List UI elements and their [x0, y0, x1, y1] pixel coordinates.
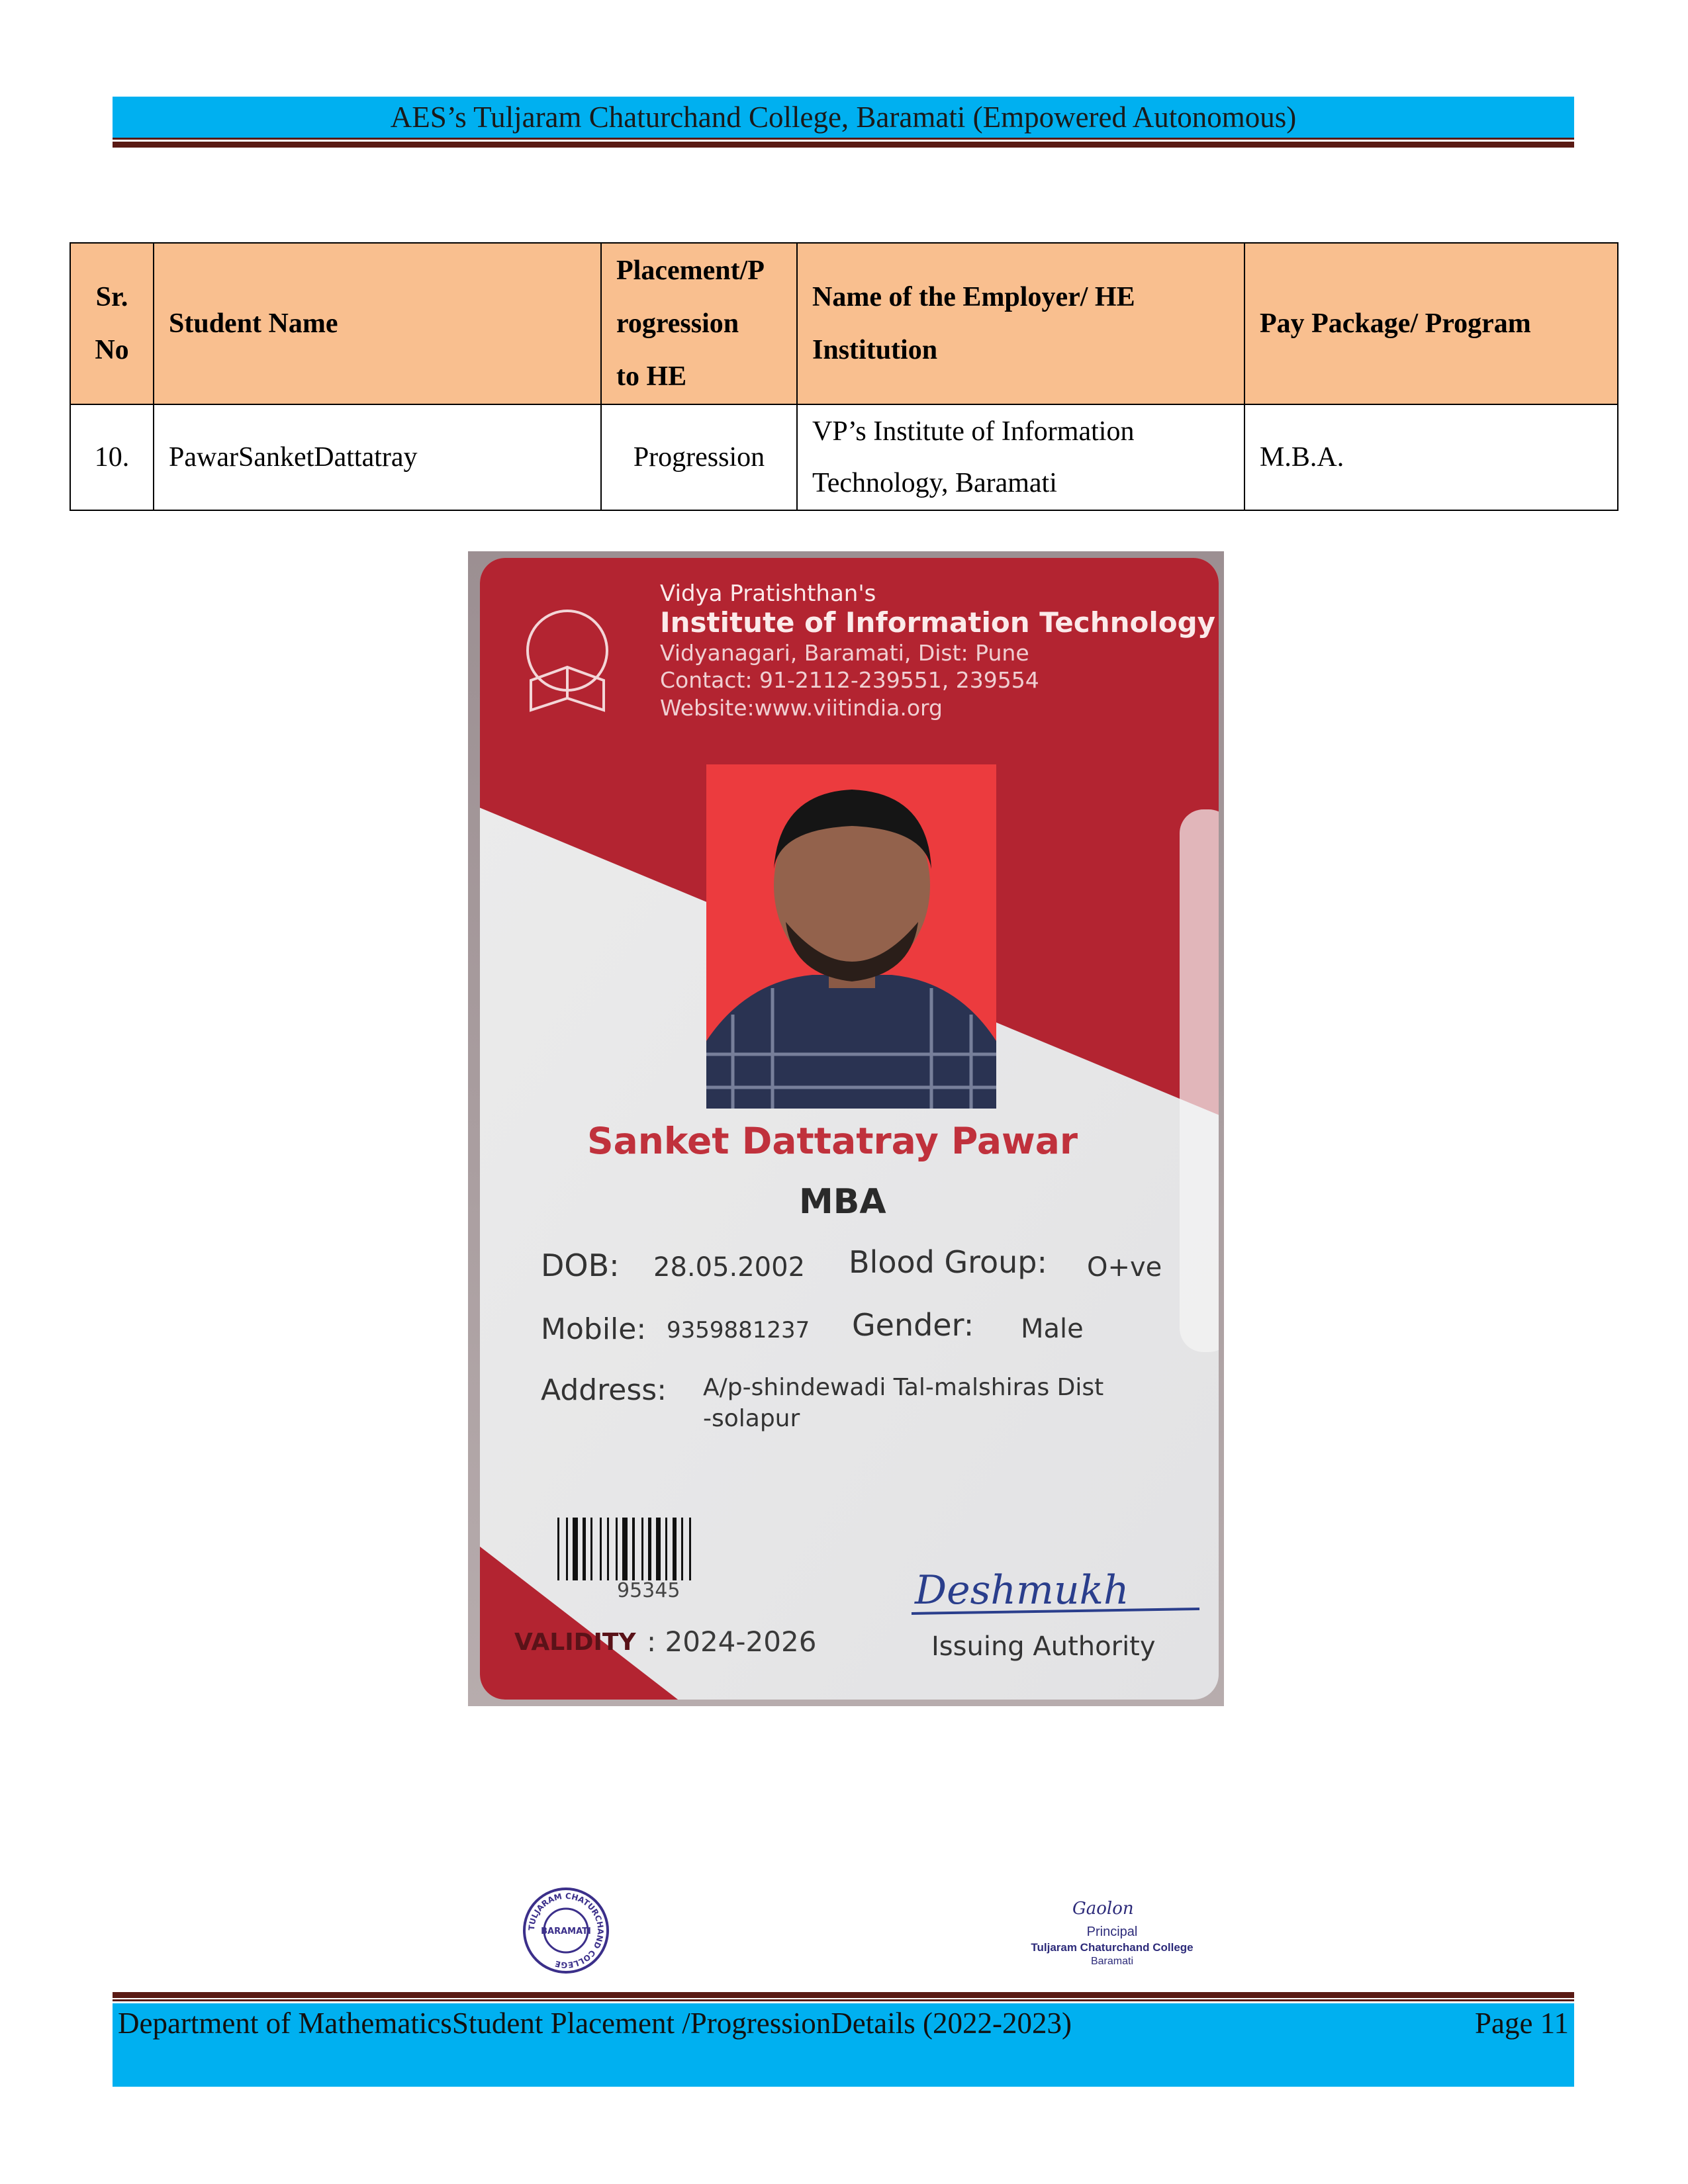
id-validity-label: VALIDITY	[514, 1629, 636, 1656]
principal-signature: Gaolon	[1072, 1899, 1134, 1919]
id-mobile: 9359881237	[667, 1317, 810, 1343]
header-sr-no: Sr. No	[70, 243, 154, 404]
footer-page-number: Page 11	[1474, 2007, 1569, 2040]
id-blood: O+ve	[1087, 1252, 1162, 1283]
header-rule-thick	[113, 142, 1574, 148]
id-program: MBA	[799, 1182, 886, 1222]
id-issuer-signature: Deshmukh	[915, 1567, 1129, 1614]
header-placement: Placement/P rogression to HE	[601, 243, 797, 404]
id-website: Website:www.viitindia.org	[660, 695, 943, 721]
id-contact: Contact: 91-2112-239551, 239554	[660, 667, 1039, 693]
id-mobile-label: Mobile:	[541, 1312, 647, 1346]
id-validity: : 2024-2026	[647, 1625, 817, 1658]
principal-college: Tuljaram Chaturchand College	[1031, 1941, 1194, 1954]
cell-employer: VP’s Institute of Information Technology, Baramati	[797, 404, 1244, 510]
id-dob-label: DOB:	[541, 1248, 620, 1283]
table-header-row	[70, 243, 1618, 404]
student-photo	[706, 764, 996, 1109]
page-header	[113, 97, 1574, 138]
page-footer	[113, 2003, 1574, 2087]
id-address-2: -solapur	[703, 1405, 800, 1432]
id-issuer-label: Issuing Authority	[931, 1631, 1156, 1662]
cell-pay: M.B.A.	[1244, 404, 1618, 510]
principal-place: Baramati	[1090, 1956, 1134, 1967]
seal-center-text: BARAMATI	[541, 1927, 591, 1936]
footer-rule-thin	[113, 1999, 1574, 2001]
id-dob: 28.05.2002	[653, 1252, 806, 1283]
placement-table	[70, 242, 1618, 511]
id-institute-name: Institute of Information Technology	[660, 606, 1216, 639]
footer-rule-thick	[113, 1992, 1574, 1998]
id-gender: Male	[1021, 1314, 1084, 1344]
principal-signature-block	[1019, 1894, 1205, 1974]
id-barcode-number: 95345	[617, 1579, 680, 1602]
cell-student: PawarSanketDattatray	[154, 404, 601, 510]
id-address-line: Vidyanagari, Baramati, Dist: Pune	[660, 640, 1029, 666]
id-gender-label: Gender:	[852, 1307, 974, 1343]
id-address-1: A/p-shindewadi Tal-malshiras Dist	[703, 1374, 1104, 1401]
principal-title: Principal	[1086, 1925, 1138, 1939]
cell-sr: 10.	[70, 404, 154, 510]
id-student-name: Sanket Dattatray Pawar	[587, 1120, 1078, 1162]
id-blood-label: Blood Group:	[849, 1244, 1047, 1280]
id-org-prefix: Vidya Pratishthan's	[660, 580, 876, 607]
footer-department: Department of MathematicsStudent Placement /ProgressionDetails (2022-2023)	[118, 2007, 1072, 2040]
header-pay-package: Pay Package/ Program	[1244, 243, 1618, 404]
header-employer: Name of the Employer/ HE Institution	[797, 243, 1244, 404]
header-student-name: Student Name	[154, 243, 601, 404]
header-rule-thin	[113, 138, 1574, 140]
table-row	[70, 404, 1618, 510]
id-address-label: Address:	[541, 1373, 667, 1407]
header-title: AES’s Tuljaram Chaturchand College, Baramati (Empowered Autonomous)	[390, 101, 1297, 134]
seal-ring-text: TULJARAM CHATURCHAND COLLEGE	[526, 1891, 606, 1970]
student-id-card-photo	[468, 551, 1224, 1706]
college-seal	[522, 1886, 610, 1975]
cell-placement: Progression	[601, 404, 797, 510]
